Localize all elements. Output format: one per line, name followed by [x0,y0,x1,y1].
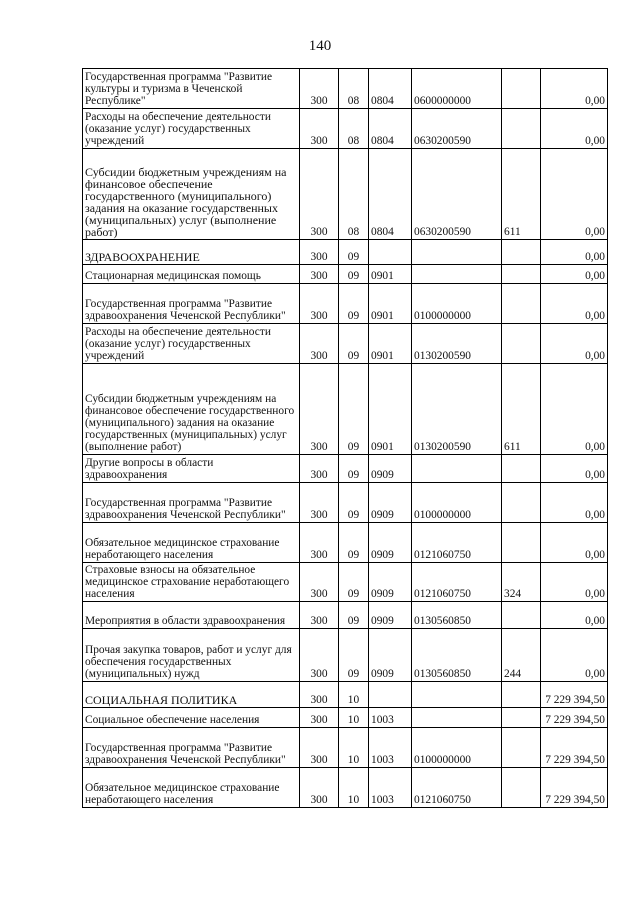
row-name-cell: Государственная программа "Развитие здравоохранения Чеченской Республики" [83,284,300,324]
section-cell: 08 [339,149,369,240]
subsection-cell: 1003 [369,708,412,728]
table-row [83,563,608,602]
section-cell: 09 [339,284,369,324]
row-name-cell: Стационарная медицинская помощь [83,265,300,284]
target-article-cell: 0100000000 [412,284,502,324]
amount-cell: 0,00 [541,455,608,483]
table-row [83,149,608,240]
row-name-cell: Государственная программа "Развитие культуры и туризма в Чеченской Республике" [83,69,300,109]
table-row [83,768,608,808]
expense-type-cell [502,523,541,563]
target-article-cell [412,682,502,708]
expense-type-cell [502,265,541,284]
section-cell: 09 [339,324,369,364]
expense-type-cell: 611 [502,364,541,455]
section-cell: 09 [339,364,369,455]
amount-cell: 0,00 [541,109,608,149]
expense-type-cell [502,728,541,768]
table-row [83,240,608,265]
page-number: 140 [308,38,332,54]
amount-cell: 7 229 394,50 [541,682,608,708]
subsection-cell: 0901 [369,364,412,455]
subsection-cell [369,240,412,265]
expense-type-cell [502,240,541,265]
section-cell: 09 [339,483,369,523]
section-cell: 09 [339,523,369,563]
section-cell: 09 [339,240,369,265]
table-row [83,265,608,284]
subsection-cell: 0901 [369,265,412,284]
table-row [83,629,608,682]
row-name-cell: Социальное обеспечение населения [83,708,300,728]
amount-cell: 0,00 [541,523,608,563]
amount-cell: 0,00 [541,284,608,324]
target-article-cell: 0130200590 [412,324,502,364]
target-article-cell [412,708,502,728]
target-article-cell: 0121060750 [412,563,502,602]
section-cell: 09 [339,602,369,629]
amount-cell: 0,00 [541,563,608,602]
admin-code-cell: 300 [300,602,339,629]
row-name-cell: Государственная программа "Развитие здравоохранения Чеченской Республики" [83,728,300,768]
amount-cell: 0,00 [541,265,608,284]
table-row [83,69,608,109]
amount-cell: 0,00 [541,240,608,265]
expense-type-cell [502,455,541,483]
expense-type-cell [502,69,541,109]
expense-type-cell: 244 [502,629,541,682]
expense-type-cell [502,708,541,728]
section-cell: 08 [339,109,369,149]
subsection-cell: 0804 [369,149,412,240]
section-cell: 09 [339,455,369,483]
subsection-cell: 0901 [369,324,412,364]
row-name-cell: Прочая закупка товаров, работ и услуг для обеспечения государственных (муниципальных) нужд [83,629,300,682]
row-name-cell: Обязательное медицинское страхование неработающего населения [83,768,300,808]
amount-cell: 7 229 394,50 [541,708,608,728]
expense-type-cell: 324 [502,563,541,602]
expense-type-cell [502,109,541,149]
expense-type-cell [502,324,541,364]
amount-cell: 0,00 [541,602,608,629]
expense-type-cell: 611 [502,149,541,240]
budget-table-body [83,69,608,808]
table-row [83,602,608,629]
admin-code-cell: 300 [300,682,339,708]
target-article-cell: 0130560850 [412,602,502,629]
subsection-cell: 0909 [369,523,412,563]
section-cell: 09 [339,265,369,284]
admin-code-cell: 300 [300,240,339,265]
subsection-cell [369,682,412,708]
table-row [83,682,608,708]
target-article-cell [412,240,502,265]
target-article-cell: 0600000000 [412,69,502,109]
amount-cell: 0,00 [541,69,608,109]
subsection-cell: 0909 [369,455,412,483]
admin-code-cell: 300 [300,149,339,240]
row-name-cell: Субсидии бюджетным учреждениям на финансовое обеспечение государственного (муниципального) задания на оказание государственных (муниципальных) услуг (выполнение работ) [83,364,300,455]
row-name-cell: Расходы на обеспечение деятельности (оказание услуг) государственных учреждений [83,324,300,364]
row-name-cell: Мероприятия в области здравоохранения [83,602,300,629]
target-article-cell [412,455,502,483]
target-article-cell [412,265,502,284]
expense-type-cell [502,483,541,523]
subsection-cell: 0804 [369,69,412,109]
row-name-cell: СОЦИАЛЬНАЯ ПОЛИТИКА [83,682,300,708]
amount-cell: 7 229 394,50 [541,728,608,768]
admin-code-cell: 300 [300,455,339,483]
table-row [83,324,608,364]
table-row [83,364,608,455]
target-article-cell: 0121060750 [412,768,502,808]
admin-code-cell: 300 [300,324,339,364]
target-article-cell: 0100000000 [412,483,502,523]
target-article-cell: 0630200590 [412,109,502,149]
section-cell: 10 [339,708,369,728]
admin-code-cell: 300 [300,728,339,768]
expense-type-cell [502,284,541,324]
subsection-cell: 0909 [369,602,412,629]
amount-cell: 7 229 394,50 [541,768,608,808]
table-row [83,455,608,483]
row-name-cell: Другие вопросы в области здравоохранения [83,455,300,483]
target-article-cell: 0121060750 [412,523,502,563]
amount-cell: 0,00 [541,483,608,523]
expense-type-cell [502,682,541,708]
section-cell: 09 [339,629,369,682]
row-name-cell: Обязательное медицинское страхование неработающего населения [83,523,300,563]
budget-table [82,68,608,808]
row-name-cell: Страховые взносы на обязательное медицинское страхование неработающего населения [83,563,300,602]
section-cell: 10 [339,768,369,808]
table-row [83,708,608,728]
subsection-cell: 0909 [369,629,412,682]
admin-code-cell: 300 [300,768,339,808]
table-row [83,728,608,768]
section-cell: 08 [339,69,369,109]
amount-cell: 0,00 [541,324,608,364]
table-row [83,523,608,563]
amount-cell: 0,00 [541,364,608,455]
row-name-cell: Субсидии бюджетным учреждениям на финансовое обеспечение государственного (муниципального) задания на оказание государственных (муниципальных) услуг (выполнение работ) [83,149,300,240]
admin-code-cell: 300 [300,284,339,324]
section-cell: 10 [339,728,369,768]
admin-code-cell: 300 [300,483,339,523]
target-article-cell: 0630200590 [412,149,502,240]
table-row [83,109,608,149]
amount-cell: 0,00 [541,629,608,682]
admin-code-cell: 300 [300,629,339,682]
admin-code-cell: 300 [300,708,339,728]
expense-type-cell [502,768,541,808]
admin-code-cell: 300 [300,69,339,109]
section-cell: 09 [339,563,369,602]
admin-code-cell: 300 [300,364,339,455]
admin-code-cell: 300 [300,109,339,149]
table-row [83,483,608,523]
subsection-cell: 0804 [369,109,412,149]
section-cell: 10 [339,682,369,708]
expense-type-cell [502,602,541,629]
row-name-cell: Расходы на обеспечение деятельности (оказание услуг) государственных учреждений [83,109,300,149]
amount-cell: 0,00 [541,149,608,240]
target-article-cell: 0100000000 [412,728,502,768]
row-name-cell: ЗДРАВООХРАНЕНИЕ [83,240,300,265]
admin-code-cell: 300 [300,265,339,284]
subsection-cell: 1003 [369,768,412,808]
row-name-cell: Государственная программа "Развитие здравоохранения Чеченской Республики" [83,483,300,523]
subsection-cell: 0909 [369,563,412,602]
subsection-cell: 0901 [369,284,412,324]
admin-code-cell: 300 [300,523,339,563]
target-article-cell: 0130560850 [412,629,502,682]
target-article-cell: 0130200590 [412,364,502,455]
table-row [83,284,608,324]
subsection-cell: 0909 [369,483,412,523]
subsection-cell: 1003 [369,728,412,768]
admin-code-cell: 300 [300,563,339,602]
